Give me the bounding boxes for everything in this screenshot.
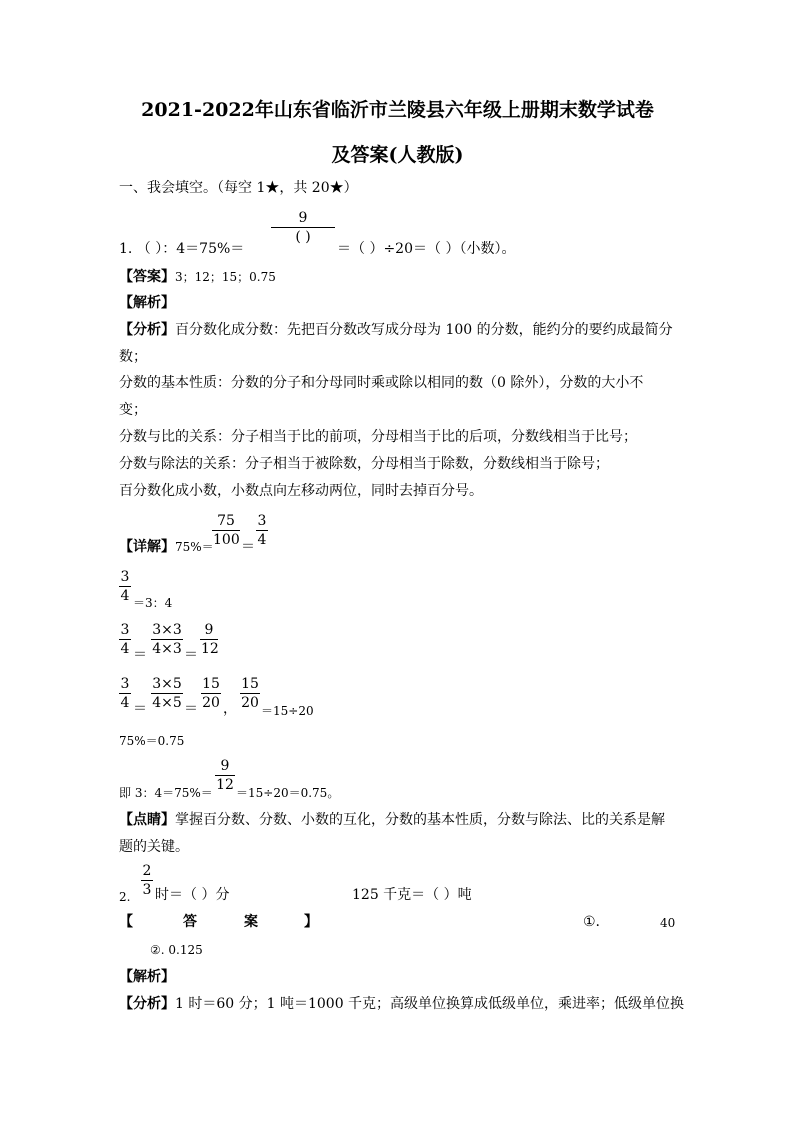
comma: ， [223,701,237,717]
numerator: 15 [241,676,259,692]
section-heading: 一、我会填空。（每空 1★，共 20★） [119,180,358,196]
q2-part2: 125 千克＝（ ）吨 [352,887,472,903]
q1-division: 分数与除法的关系：分子相当于被除数，分母相当于除数，分数线相当于除号； [119,456,609,472]
answer-first-value: 40 [660,916,676,930]
answer-char-1: 答 [183,914,197,930]
denominator: 4×5 [152,695,182,711]
numerator: 3 [120,569,130,585]
answer-open-bracket: 【 [119,914,133,930]
q1-prefix: 1. （ ）：4＝75%＝ [119,241,245,257]
fraction-3-4-step1 [119,568,131,605]
fraction-3x5-4x5 [151,675,183,712]
answer-close-bracket: 】 [304,914,318,930]
q1-answer [119,267,276,287]
document-title-line1: 2021-2022年山东省临沂市兰陵县六年级上册期末数学试卷 [141,99,654,121]
fraction-3-4-step2 [119,621,131,658]
q1-dianjing-2: 题的关键。 [119,839,189,855]
dianjing-text: 掌握百分数、分数、小数的互化，分数的基本性质，分数与除法、比的关系是解 [175,812,665,828]
fenxi-text: 百分数化成分数：先把百分数改写成分母为 100 的分数，能约分的要约成最简分 [175,322,673,338]
denominator: 12 [216,777,234,793]
q1-blank-fraction [271,209,335,246]
fraction-9-12 [200,621,218,658]
fenxi-text: 1 时＝60 分；1 吨＝1000 千克；高级单位换算成低级单位，乘进率；低级单位换 [175,996,685,1012]
answer-label: 【答案】 [119,269,175,285]
equals: ＝ [241,539,255,555]
q1-suffix: ＝（ ）÷20＝（ ）（小数）。 [337,241,516,257]
numerator: 9 [204,622,214,638]
q1-fenxi-2: 数； [119,349,147,365]
answer-char-2: 案 [244,914,258,930]
summary-prefix: 即 3：4＝75%＝ [119,786,213,800]
q1-ratio: 分数与比的关系：分子相当于比的前项，分母相当于比的后项，分数线相当于比号； [119,429,637,445]
denominator: 4×3 [152,641,182,657]
fraction-9-12-summary [215,757,235,794]
q1-basic-1: 分数的基本性质：分数的分子和分母同时乘或除以相同的数（0 除外），分数的大小不 [119,375,644,391]
equals: ＝ [184,701,198,717]
numerator: 3 [257,513,267,529]
fraction-3-4-step3 [119,675,131,712]
equals: ＝ [133,701,147,717]
numerator: 2 [142,863,152,879]
numerator: 15 [202,676,220,692]
denominator: 4 [257,532,267,548]
q1-basic-2: 变； [119,402,147,418]
fraction-2-3 [141,862,153,899]
equals: ＝ [133,647,147,663]
q1-jiexi: 【解析】 [119,295,175,311]
document-title-line2: 及答案(人教版) [331,144,464,166]
q1-detail-line [119,537,214,557]
fraction-75-100 [212,512,240,549]
numerator: 3×5 [152,676,182,692]
equals: ＝ [184,647,198,663]
q1-decimal: 百分数化成小数，小数点向左移动两位，同时去掉百分号。 [119,483,483,499]
fraction-3x3-4x3 [151,621,183,658]
q2-jiexi: 【解析】 [119,969,175,985]
denominator: 4 [120,641,130,657]
fenxi-label: 【分析】 [119,322,175,338]
q2-number: 2. [119,890,131,904]
denominator: 100 [213,532,240,548]
q1-fraction-numerator: 9 [298,210,308,226]
q2-fenxi [119,994,684,1014]
numerator: 9 [220,758,230,774]
step3-tail: ＝15÷20 [261,704,314,718]
answer-first-marker: ①. [583,914,601,930]
dianjing-label: 【点睛】 [119,812,175,828]
summary-tail: ＝15÷20＝0.75。 [236,786,340,800]
fraction-15-20-b [240,675,260,712]
numerator: 3 [120,676,130,692]
numerator: 3 [120,622,130,638]
fraction-3-4 [256,512,268,549]
denominator: 20 [241,695,259,711]
numerator: 75 [217,513,235,529]
detail-label: 【详解】 [119,539,175,555]
q1-fenxi-1 [119,320,673,340]
detail-pct: 75%＝ [175,540,214,554]
pct-to-decimal: 75%＝0.75 [119,734,185,748]
fenxi-label: 【分析】 [119,996,175,1012]
answer-second: ②. 0.125 [150,943,203,957]
denominator: 4 [120,588,130,604]
numerator: 3×3 [152,622,182,638]
q1-dianjing-1 [119,810,665,830]
answer-value: 3；12；15；0.75 [175,270,276,284]
denominator: 20 [202,695,220,711]
denominator: 4 [120,695,130,711]
step1-tail: ＝3：4 [133,596,173,610]
q1-fraction-denominator: ( ) [295,229,311,245]
denominator: 12 [201,641,219,657]
denominator: 3 [142,882,152,898]
fraction-15-20 [201,675,221,712]
q2-part1: 时＝（ ）分 [155,887,230,903]
